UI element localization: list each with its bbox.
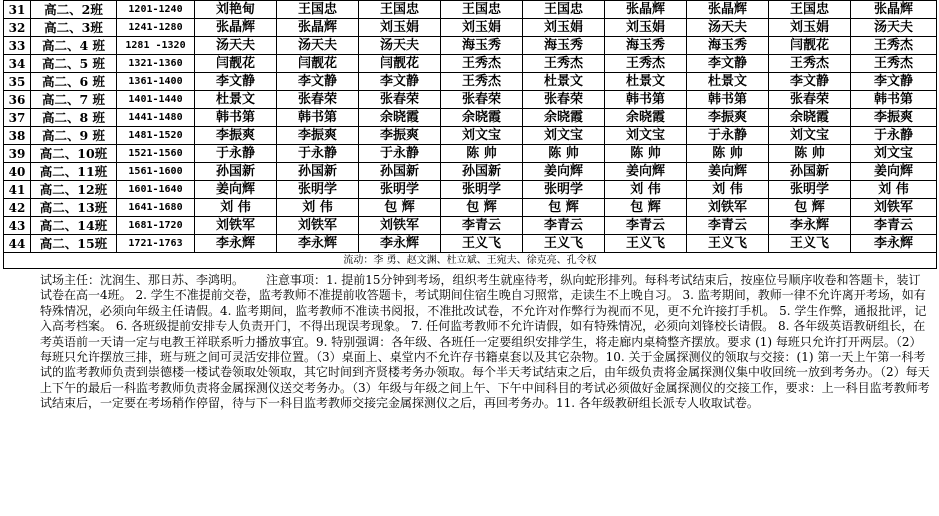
proctor-cell: 杜景文	[605, 73, 687, 91]
proctor-cell: 张晶辉	[195, 19, 277, 37]
proctor-schedule-table	[3, 0, 937, 269]
proctor-cell: 汤天夫	[851, 19, 937, 37]
proctor-cell: 刘玉娟	[441, 19, 523, 37]
room-number-cell: 32	[4, 19, 31, 37]
proctor-cell: 海玉秀	[441, 37, 523, 55]
schedule-body	[4, 1, 937, 269]
room-number-cell: 44	[4, 235, 31, 253]
proctor-cell: 于永静	[359, 145, 441, 163]
proctor-cell: 姜向辉	[523, 163, 605, 181]
proctor-cell: 闫靓花	[277, 55, 359, 73]
proctor-cell: 李永辉	[195, 235, 277, 253]
table-row	[4, 163, 937, 181]
proctor-cell: 韩书第	[687, 91, 769, 109]
proctor-cell: 李青云	[523, 217, 605, 235]
class-name-cell: 高二、12班	[31, 181, 117, 199]
notes-section	[40, 273, 932, 513]
room-number-cell: 33	[4, 37, 31, 55]
proctor-cell: 余晓霞	[523, 109, 605, 127]
proctor-cell: 余晓霞	[769, 109, 851, 127]
proctor-cell: 李振爽	[277, 127, 359, 145]
table-row	[4, 235, 937, 253]
proctor-cell: 张晶辉	[687, 1, 769, 19]
proctor-cell: 李振爽	[851, 109, 937, 127]
room-number-cell: 38	[4, 127, 31, 145]
proctor-cell: 陈 帅	[769, 145, 851, 163]
seat-range-cell: 1281 -1320	[117, 37, 195, 55]
notes-paragraph	[40, 273, 932, 412]
proctor-cell: 姜向辉	[851, 163, 937, 181]
seat-range-cell: 1521-1560	[117, 145, 195, 163]
seat-range-cell: 1321-1360	[117, 55, 195, 73]
table-row	[4, 1, 937, 19]
table-row	[4, 217, 937, 235]
proctor-cell: 王秀杰	[523, 55, 605, 73]
seat-range-cell: 1241-1280	[117, 19, 195, 37]
proctor-cell: 刘铁军	[277, 217, 359, 235]
proctor-cell: 孙国新	[441, 163, 523, 181]
proctor-cell: 闫靓花	[195, 55, 277, 73]
proctor-cell: 汤天夫	[687, 19, 769, 37]
class-name-cell: 高二、4 班	[31, 37, 117, 55]
proctor-cell: 包 辉	[769, 199, 851, 217]
seat-range-cell: 1401-1440	[117, 91, 195, 109]
proctor-cell: 王秀杰	[769, 55, 851, 73]
proctor-cell: 刘文宝	[605, 127, 687, 145]
proctor-cell: 张明学	[523, 181, 605, 199]
table-row	[4, 55, 937, 73]
proctor-cell: 余晓霞	[359, 109, 441, 127]
proctor-cell: 张春荣	[769, 91, 851, 109]
proctor-cell: 包 辉	[441, 199, 523, 217]
proctor-cell: 张明学	[441, 181, 523, 199]
class-name-cell: 高二、8 班	[31, 109, 117, 127]
class-name-cell: 高二、3班	[31, 19, 117, 37]
proctor-cell: 王国忠	[769, 1, 851, 19]
table-row	[4, 37, 937, 55]
class-name-cell: 高二、13班	[31, 199, 117, 217]
proctor-cell: 陈 帅	[605, 145, 687, 163]
class-name-cell: 高二、14班	[31, 217, 117, 235]
proctor-cell: 余晓霞	[605, 109, 687, 127]
proctor-cell: 韩书第	[195, 109, 277, 127]
proctor-cell: 王国忠	[441, 1, 523, 19]
proctor-cell: 刘文宝	[769, 127, 851, 145]
proctor-cell: 汤天夫	[195, 37, 277, 55]
room-number-cell: 42	[4, 199, 31, 217]
proctor-cell: 韩书第	[851, 91, 937, 109]
seat-range-cell: 1721-1763	[117, 235, 195, 253]
proctor-cell: 孙国新	[277, 163, 359, 181]
room-number-cell: 37	[4, 109, 31, 127]
proctor-cell: 王义飞	[605, 235, 687, 253]
proctor-cell: 海玉秀	[523, 37, 605, 55]
proctor-cell: 刘文宝	[851, 145, 937, 163]
proctor-cell: 韩书第	[277, 109, 359, 127]
proctor-cell: 刘 伟	[195, 199, 277, 217]
class-name-cell: 高二、15班	[31, 235, 117, 253]
proctor-cell: 张明学	[359, 181, 441, 199]
room-number-cell: 39	[4, 145, 31, 163]
proctor-cell: 张明学	[277, 181, 359, 199]
room-number-cell: 43	[4, 217, 31, 235]
proctor-cell: 王秀杰	[851, 37, 937, 55]
seat-range-cell: 1561-1600	[117, 163, 195, 181]
room-number-cell: 34	[4, 55, 31, 73]
proctor-cell: 刘 伟	[277, 199, 359, 217]
table-row	[4, 127, 937, 145]
proctor-cell: 陈 帅	[687, 145, 769, 163]
class-name-cell: 高二、11班	[31, 163, 117, 181]
proctor-cell: 王秀杰	[605, 55, 687, 73]
table-row	[4, 109, 937, 127]
seat-range-cell: 1201-1240	[117, 1, 195, 19]
proctor-cell: 于永静	[277, 145, 359, 163]
proctor-cell: 李文静	[359, 73, 441, 91]
seat-range-cell: 1681-1720	[117, 217, 195, 235]
proctor-cell: 孙国新	[359, 163, 441, 181]
proctor-cell: 杜景文	[523, 73, 605, 91]
proctor-cell: 于永静	[851, 127, 937, 145]
proctor-cell: 海玉秀	[687, 37, 769, 55]
proctor-cell: 杜景文	[195, 91, 277, 109]
proctor-cell: 张晶辉	[851, 1, 937, 19]
proctor-cell: 李文静	[277, 73, 359, 91]
proctor-cell: 包 辉	[523, 199, 605, 217]
proctor-cell: 李文静	[195, 73, 277, 91]
proctor-cell: 汤天夫	[277, 37, 359, 55]
proctor-cell: 张春荣	[523, 91, 605, 109]
proctor-cell: 包 辉	[359, 199, 441, 217]
exam-directors: 试场主任：沈润生、那日苏、李鸿明。	[40, 273, 245, 287]
notes-body: 注意事项：1. 提前15分钟到考场，组织考生就座待考，纵向蛇形排列。每科考试结束后，按座位号顺序收卷和答题卡，装订试卷在高一4班。 2. 学生不准提前交卷，监考教师不准提前收答题卡，考试期间住宿生晚自习照常，走读生不上晚自习。 3. 监考期间，教师一律不允许离开考场，如有特殊情况，必须向年级主任请假。4. 监考期间，监考教师不准读书阅报，不准批改试卷，不允许对作弊行为视而不见，更不允许接打手机。 5. 学生作弊，通报批评，记入高考档案。 6. 各班级提前安排专人负责开门，不得出现误考现象。 7. 任何监考教师不允许请假，如有特殊情况，必须向刘锋校长请假。 8. 各年级英语教研组长，在考英语前一天请一定与电教王祥联系听力播放事宜。9. 特别强调：各年级、各班任一定要组织安排学生，将走廊内桌椅整齐摆放。要求 (1) 每班只允许打开两层。（2）每班只允许摆放三排，班与班之间可灵活安排位置。（3）桌面上、桌堂内不允许存书籍桌套以及其它杂物。10. 关于金属探测仪的领取与交接：(1) 第一天上午第一科考试的监考教师负责到崇德楼一楼试卷领取处领取，其它时间到齐贤楼考务办领取。每个半天考试结束之后，由年级负责将金属探测仪集中收回统一放到考务办。（2）每天上下午的最后一科监考教师负责将金属探测仪送交考务办。（3）年级与年级之间上午、下午中间科目的考试必须做好金属探测仪的交接工作，要求：上一科目监考教师考试结束后，一定要在考场稍作停留，待与下一科目监考教师交接完金属探测仪之后，再回考务办。11. 各年级教研组长派专人收取试卷。	[40, 273, 930, 411]
proctor-cell: 李永辉	[851, 235, 937, 253]
room-number-cell: 40	[4, 163, 31, 181]
proctor-cell: 李文静	[851, 73, 937, 91]
proctor-cell: 张春荣	[359, 91, 441, 109]
proctor-cell: 海玉秀	[605, 37, 687, 55]
proctor-cell: 姜向辉	[195, 181, 277, 199]
proctor-cell: 汤天夫	[359, 37, 441, 55]
seat-range-cell: 1601-1640	[117, 181, 195, 199]
proctor-cell: 刘玉娟	[359, 19, 441, 37]
proctor-cell: 孙国新	[769, 163, 851, 181]
proctor-cell: 王国忠	[359, 1, 441, 19]
proctor-cell: 王义飞	[769, 235, 851, 253]
proctor-cell: 张春荣	[441, 91, 523, 109]
seat-range-cell: 1481-1520	[117, 127, 195, 145]
table-row	[4, 91, 937, 109]
table-row	[4, 199, 937, 217]
room-number-cell: 41	[4, 181, 31, 199]
proctor-cell: 杜景文	[687, 73, 769, 91]
table-row	[4, 145, 937, 163]
proctor-cell: 闫靓花	[359, 55, 441, 73]
proctor-cell: 刘玉娟	[523, 19, 605, 37]
proctor-cell: 刘 伟	[851, 181, 937, 199]
proctor-cell: 李永辉	[277, 235, 359, 253]
seat-range-cell: 1441-1480	[117, 109, 195, 127]
seat-range-cell: 1361-1400	[117, 73, 195, 91]
room-number-cell: 36	[4, 91, 31, 109]
proctor-cell: 刘铁军	[851, 199, 937, 217]
room-number-cell: 31	[4, 1, 31, 19]
proctor-cell: 王秀杰	[851, 55, 937, 73]
proctor-cell: 李青云	[605, 217, 687, 235]
proctor-cell: 韩书第	[605, 91, 687, 109]
proctor-cell: 李振爽	[359, 127, 441, 145]
table-row	[4, 19, 937, 37]
proctor-cell: 陈 帅	[441, 145, 523, 163]
proctor-cell: 李青云	[687, 217, 769, 235]
proctor-cell: 王秀杰	[441, 73, 523, 91]
proctor-cell: 王国忠	[277, 1, 359, 19]
proctor-cell: 张晶辉	[277, 19, 359, 37]
proctor-cell: 李文静	[687, 55, 769, 73]
proctor-cell: 于永静	[195, 145, 277, 163]
proctor-cell: 孙国新	[195, 163, 277, 181]
proctor-cell: 李青云	[851, 217, 937, 235]
proctor-cell: 陈 帅	[523, 145, 605, 163]
patrol-staff-cell: 流动：李 勇、赵文渊、杜立斌、王宛夫、徐克亮、孔令权	[4, 253, 937, 269]
proctor-cell: 刘铁军	[195, 217, 277, 235]
proctor-cell: 李永辉	[769, 217, 851, 235]
proctor-cell: 刘玉娟	[605, 19, 687, 37]
proctor-cell: 李永辉	[359, 235, 441, 253]
proctor-cell: 王义飞	[687, 235, 769, 253]
class-name-cell: 高二、10班	[31, 145, 117, 163]
class-name-cell: 高二、5 班	[31, 55, 117, 73]
table-row	[4, 181, 937, 199]
class-name-cell: 高二、7 班	[31, 91, 117, 109]
class-name-cell: 高二、6 班	[31, 73, 117, 91]
proctor-cell: 刘 伟	[605, 181, 687, 199]
proctor-cell: 包 辉	[605, 199, 687, 217]
proctor-cell: 刘艳甸	[195, 1, 277, 19]
proctor-cell: 张春荣	[277, 91, 359, 109]
proctor-cell: 李青云	[441, 217, 523, 235]
proctor-cell: 刘文宝	[523, 127, 605, 145]
proctor-cell: 王义飞	[441, 235, 523, 253]
room-number-cell: 35	[4, 73, 31, 91]
proctor-cell: 闫靓花	[769, 37, 851, 55]
proctor-cell: 刘文宝	[441, 127, 523, 145]
patrol-row	[4, 253, 937, 269]
proctor-cell: 刘铁军	[687, 199, 769, 217]
proctor-cell: 张明学	[769, 181, 851, 199]
proctor-cell: 李振爽	[195, 127, 277, 145]
proctor-cell: 刘铁军	[359, 217, 441, 235]
proctor-cell: 姜向辉	[687, 163, 769, 181]
proctor-cell: 刘玉娟	[769, 19, 851, 37]
proctor-cell: 李振爽	[687, 109, 769, 127]
seat-range-cell: 1641-1680	[117, 199, 195, 217]
proctor-cell: 姜向辉	[605, 163, 687, 181]
proctor-cell: 余晓霞	[441, 109, 523, 127]
class-name-cell: 高二、9 班	[31, 127, 117, 145]
table-row	[4, 73, 937, 91]
class-name-cell: 高二、2班	[31, 1, 117, 19]
proctor-cell: 王国忠	[523, 1, 605, 19]
proctor-cell: 李文静	[769, 73, 851, 91]
proctor-cell: 张晶辉	[605, 1, 687, 19]
proctor-cell: 于永静	[687, 127, 769, 145]
proctor-cell: 王秀杰	[441, 55, 523, 73]
proctor-cell: 刘 伟	[687, 181, 769, 199]
proctor-cell: 王义飞	[523, 235, 605, 253]
